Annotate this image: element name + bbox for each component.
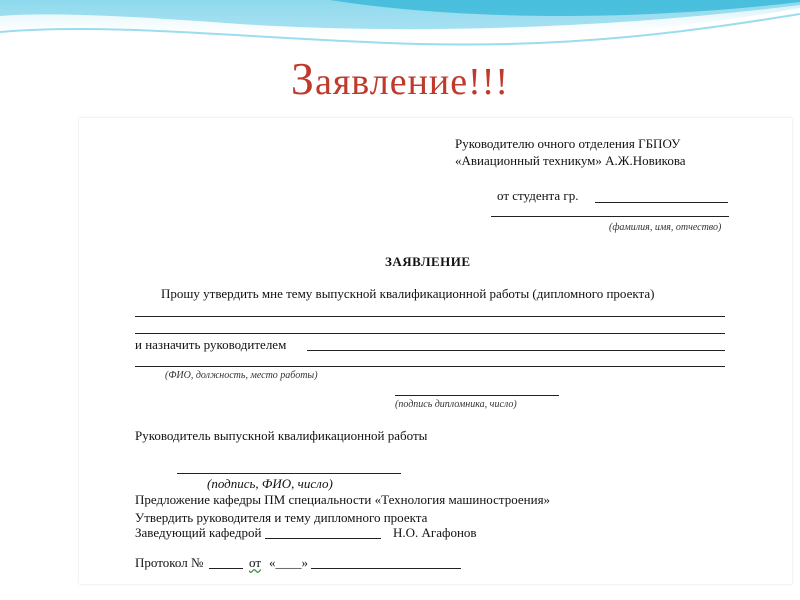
protocol-date-line [311, 568, 461, 569]
protocol-label: Протокол № [135, 555, 204, 570]
supervisor-line-2 [135, 366, 725, 367]
graduate-signature-line [395, 395, 559, 396]
supervisor-title: Руководитель выпускной квалификационной работы [135, 428, 428, 443]
student-fio-line [491, 216, 729, 217]
protocol-number-line [209, 568, 243, 569]
topic-line-2 [135, 333, 725, 334]
application-document [79, 118, 792, 584]
supervisor-line-1 [307, 350, 725, 351]
topic-line-1 [135, 316, 725, 317]
addressee-line-1: Руководителю очного отделения ГБПОУ [455, 136, 681, 151]
request-text: Прошу утвердить мне тему выпускной квалификационной работы (дипломного проекта) [161, 286, 655, 301]
head-signature-line [265, 538, 381, 539]
protocol-from: от [249, 555, 262, 570]
student-group-line [595, 202, 728, 203]
approve-line: Утвердить руководителя и тему дипломного проекта [135, 510, 428, 525]
addressee-line-2: «Авиационный техникум» А.Ж.Новикова [455, 153, 686, 168]
slide-title-initial: З [290, 53, 315, 104]
graduate-signature-caption: (подпись дипломника, число) [395, 399, 517, 410]
head-of-department-name: Н.О. Агафонов [393, 525, 477, 540]
slide-title-rest: аявление!!! [314, 61, 510, 103]
slide-title [0, 52, 800, 105]
assign-supervisor-label: и назначить руководителем [135, 337, 287, 352]
fio-caption: (фамилия, имя, отчество) [609, 222, 722, 233]
document-heading: ЗАЯВЛЕНИЕ [385, 254, 471, 269]
protocol-date-day: «____» [269, 555, 308, 570]
supervisor-signature-line [177, 473, 401, 474]
head-of-department-label: Заведующий кафедрой [135, 525, 262, 540]
from-student-label: от студента гр. [497, 188, 579, 203]
supervisor-caption: (ФИО, должность, место работы) [165, 370, 318, 381]
supervisor-signature-caption: (подпись, ФИО, число) [207, 476, 333, 491]
department-proposal: Предложение кафедры ПМ специальности «Технология машиностроения» [135, 492, 551, 507]
